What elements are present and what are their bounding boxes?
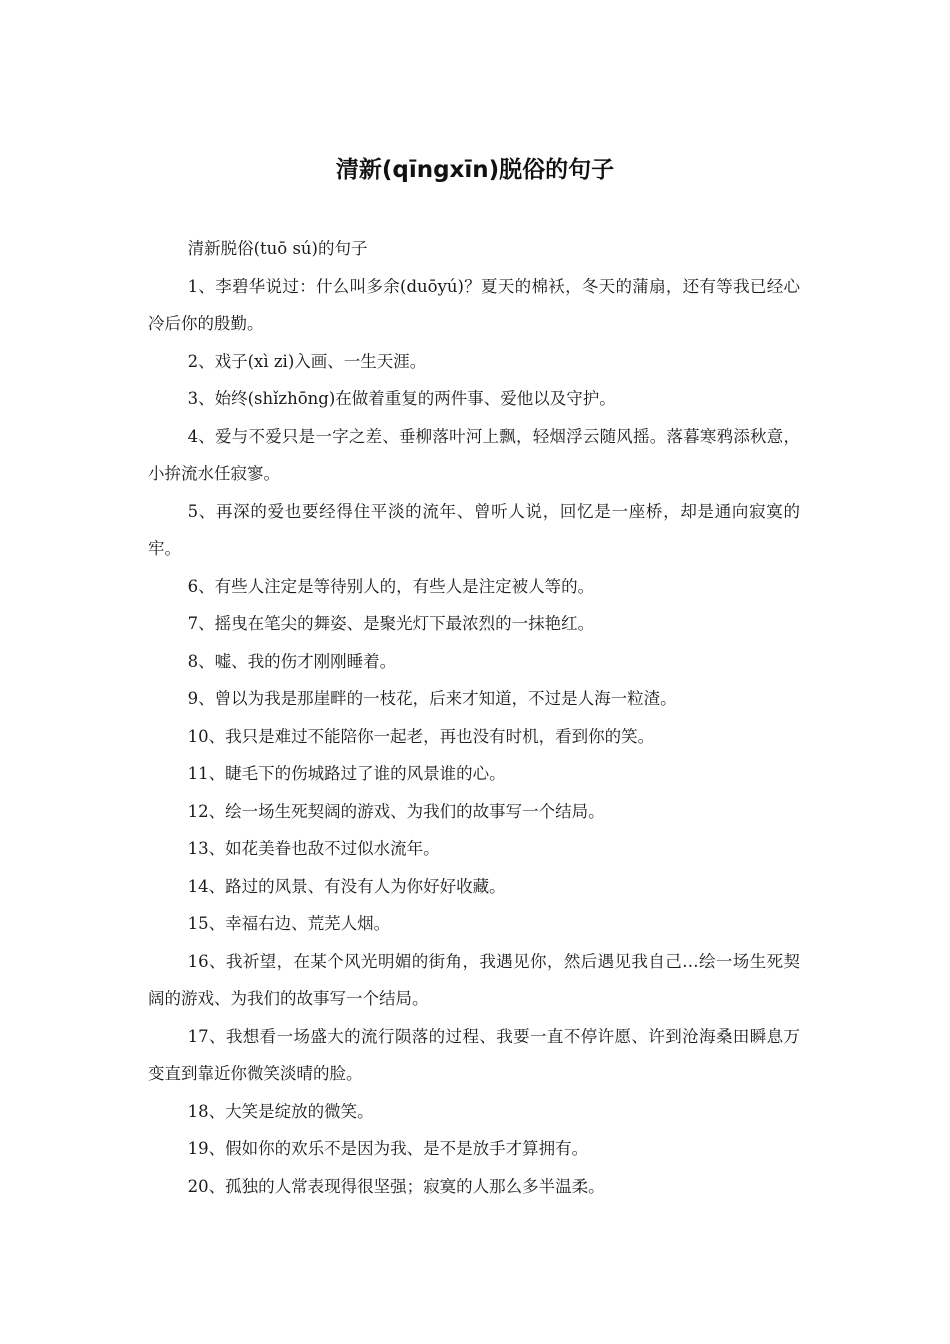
paragraph-item: 14、路过的风景、有没有人为你好好收藏。 xyxy=(187,876,506,896)
paragraph-item: 11、睫毛下的伤城路过了谁的风景谁的心。 xyxy=(187,764,506,783)
paragraph-item: 15、幸福右边、荒芜人烟。 xyxy=(187,914,391,933)
paragraph-item: 3、始终(shǐzhōng)在做着重复的两件事、爱他以及守护。 xyxy=(187,389,616,408)
paragraph-item: 6、有些人注定是等待别人的，有些人是注定被人等的。 xyxy=(187,576,595,596)
paragraph-item: 5、再深的爱也要经得住平淡的流年、曾听人说，回忆是一座桥，却是通向寂寞的牢。 xyxy=(148,501,800,558)
paragraph-item: 4、爱与不爱只是一字之差、垂柳落叶河上飘，轻烟浮云随风摇。落暮寒鸦添秋意，小拚流水任寂寥。 xyxy=(148,426,800,483)
paragraph-item: 18、大笑是绽放的微笑。 xyxy=(187,1101,374,1121)
paragraph-item: 20、孤独的人常表现得很坚强；寂寞的人那么多半温柔。 xyxy=(187,1176,605,1196)
paragraph-item: 8、嘘、我的伤才刚刚睡着。 xyxy=(187,651,397,671)
paragraph-subtitle: 清新脱俗(tuō sú)的句子 xyxy=(187,239,368,258)
paragraph-item: 19、假如你的欢乐不是因为我、是不是放手才算拥有。 xyxy=(187,1139,589,1158)
paragraph-item: 9、曾以为我是那崖畔的一枝花，后来才知道，不过是人海一粒渣。 xyxy=(187,689,677,708)
paragraph-item: 12、绘一场生死契阔的游戏、为我们的故事写一个结局。 xyxy=(187,801,605,821)
paragraph-item: 16、我祈望，在某个风光明媚的街角，我遇见你，然后遇见我自己…绘一场生死契阔的游戏、为我们的故事写一个结局。 xyxy=(148,951,800,1008)
paragraph-item: 10、我只是难过不能陪你一起老，再也没有时机，看到你的笑。 xyxy=(187,726,655,746)
paragraph-item: 2、戏子(xì zi)入画、一生天涯。 xyxy=(187,351,427,371)
document-title: 清新(qīngxīn)脱俗的句子 xyxy=(335,157,615,183)
paragraph-item: 1、李碧华说过：什么叫多余(duōyú)？夏天的棉袄，冬天的蒲扇，还有等我已经心冷后你的殷勤。 xyxy=(148,276,800,333)
paragraph-item: 7、摇曳在笔尖的舞姿、是聚光灯下最浓烈的一抹艳红。 xyxy=(187,614,595,633)
paragraph-item: 13、如花美眷也敌不过似水流年。 xyxy=(187,839,440,858)
paragraph-item: 17、我想看一场盛大的流行陨落的过程、我要一直不停许愿、许到沧海桑田瞬息万变直到靠近你微笑淡晴的脸。 xyxy=(148,1026,800,1083)
document-body xyxy=(148,230,800,1205)
